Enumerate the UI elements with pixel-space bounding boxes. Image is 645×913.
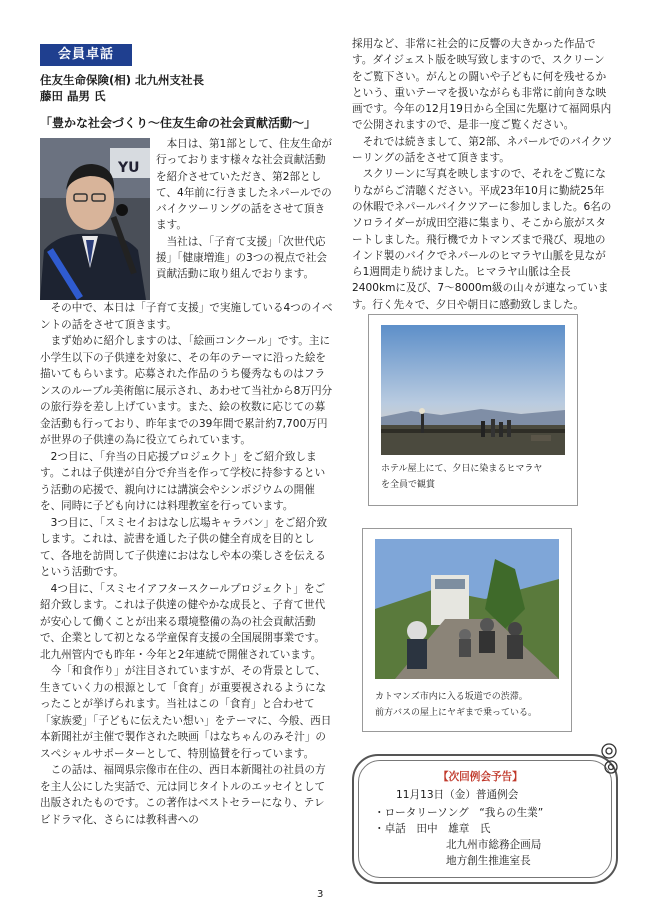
- body-paragraph: スクリーンに写真を映しますので、それをご覧になりながらご清聴ください。平成23年10月に勤続25年の休暇でネパールバイクツアーに参加しました。6名のソロライダーが成田空港に集まり、そこから旅がスタートしました。飛行機でカトマンズまで飛び、現地のインド製のバイクでネパールのヒマラヤ山脈を見ながら1週間走り続けました。ヒマラヤ山脈は全長2400kmに及び、7～8000m級の山々が連なっています。行く先々で、夕日や朝日に感動致しました。: [352, 168, 612, 311]
- section-badge: 会員卓話: [40, 44, 132, 66]
- body-paragraph: 2つ目に、「弁当の日応援プロジェクト」をご紹介致します。これは子供達が自分で弁当を作って学校に持参するという活動の応援で、親向けには講演会やシンポジウムの開催を、同時に子ども向けには料理教室を行っています。: [40, 450, 326, 512]
- flower-ornament-icon: [596, 742, 622, 776]
- notice-heading: 【次回例会予告】: [438, 771, 523, 783]
- body-paragraph: それでは続きまして、第2部、ネパールでのバイクツーリングの話をさせて頂きます。: [352, 135, 613, 165]
- intro-paragraph: 本日は、第1部として、住友生命が行っております様々な社会貢献活動を紹介させていただき、第2部として、4年前に行きましたネパールでのバイクツーリングの話をさせて頂きます。: [156, 138, 333, 232]
- body-paragraph: 4つ目に、「スミセイアフタースクールプロジェクト」をご紹介致します。これは子供達の健やかな成長と、子育て世代が安心して働くことが出来る環境整備の為の社会貢献活動で、企業として初となる学童保育支援の全国展開事業です。北九州管内でも昨年・今年と2年連続で開催されています。: [40, 582, 326, 661]
- body-paragraph: この話は、福岡県宗像市在住の、西日本新聞社の社員の方を主人公にした実話で、元は同じタイトルのエッセイとして出版されたものです。この著作はベストセラーになり、テレビドラマ化、さらには教科書への: [40, 764, 326, 826]
- body-paragraph: 今「和食作り」が注目されていますが、その背景として、生きていく力の根源として「食育」が重要視されるようになったことが挙げられます。当社はこの「食育」と合わせて「家族愛」「子どもに伝えたい想い」をテーマに、今般、西日本新聞社が主催で製作された映画「はなちゃんのみそ汁」のスペシャルサポーターとして、特別協賛を行っています。: [40, 665, 332, 760]
- body-paragraph: その中で、本日は「子育て支援」で実施している4つのイベントの話をさせて頂きます。: [40, 302, 333, 331]
- notice-date: 11月13日（金）普通例会: [396, 789, 519, 801]
- photo-frame-kathmandu: [362, 528, 572, 732]
- speaker-name: 藤田 晶男 氏: [40, 89, 106, 103]
- left-column-text: [40, 300, 334, 828]
- photo-frame-sunset: [368, 314, 578, 506]
- intro-paragraph: 当社は、「子育て支援」「次世代応援」「健康増進」の3つの視点で社会貢献活動に取り組んでおります。: [156, 235, 327, 281]
- next-meeting-notice: [352, 754, 618, 884]
- photo-caption-line: ホテル屋上にて、夕日に染まるヒマラヤ: [381, 464, 543, 474]
- page-number: 3: [317, 889, 324, 900]
- notice-song: ・ロータリーソング “我らの生業”: [374, 807, 544, 819]
- right-column-text: [352, 36, 614, 313]
- svg-text:YU: YU: [118, 160, 140, 176]
- article-title: 「豊かな社会づくり～住友生命の社会貢献活動～」: [40, 116, 317, 130]
- photo-caption-line: カトマンズ市内に入る坂道での渋滞。: [375, 692, 528, 702]
- body-paragraph: 3つ目に、「スミセイおはなし広場キャラバン」をご紹介致します。これは、読書を通した子供の健全育成を目的として、各地を訪問して子供達におはなしや本の楽しさを伝えるという活動です。: [40, 516, 328, 578]
- notice-talk: ・卓話 田中 雄章 氏: [374, 823, 491, 835]
- photo-caption-line: を全員で観賞: [381, 480, 436, 490]
- himalaya-sunset-photo: [381, 325, 565, 459]
- speaker-photo: [40, 138, 150, 300]
- kathmandu-traffic-photo: [375, 539, 559, 683]
- intro-text: [156, 136, 334, 283]
- body-paragraph: 採用など、非常に社会的に反響の大きかった作品です。ダイジェスト版を映写致しますので、スクリーンをご覧下さい。がんとの闘いや子どもに何を残せるかという、重いテーマを扱いながらも非常に前向きな映画です。今年の12月19日から全国に先駆けて福岡県内で公開されますので、是非一度ご覧ください。: [352, 38, 612, 132]
- notice-role: 地方創生推進室長: [446, 855, 531, 867]
- photo-caption-line: 前方バスの屋上にヤギまで乗っている。: [375, 708, 538, 718]
- notice-org: 北九州市総務企画局: [446, 839, 542, 851]
- body-paragraph: まず始めに紹介しますのは、「絵画コンクール」です。主に小学生以下の子供達を対象に、その年のテーマに沿った絵を描いてもらいます。応募された作品のうち優秀なものはフランスのルーブル美術館に展示され、あわせて当社から8万円分の旅行券を差し上げています。また、絵の枚数に応じての募金活動も行っており、昨年までの39年間で累計約7,700万円が世界の子供達の為に役立てられています。: [40, 335, 333, 446]
- speaker-title: 住友生命保険(相) 北九州支社長: [40, 73, 205, 87]
